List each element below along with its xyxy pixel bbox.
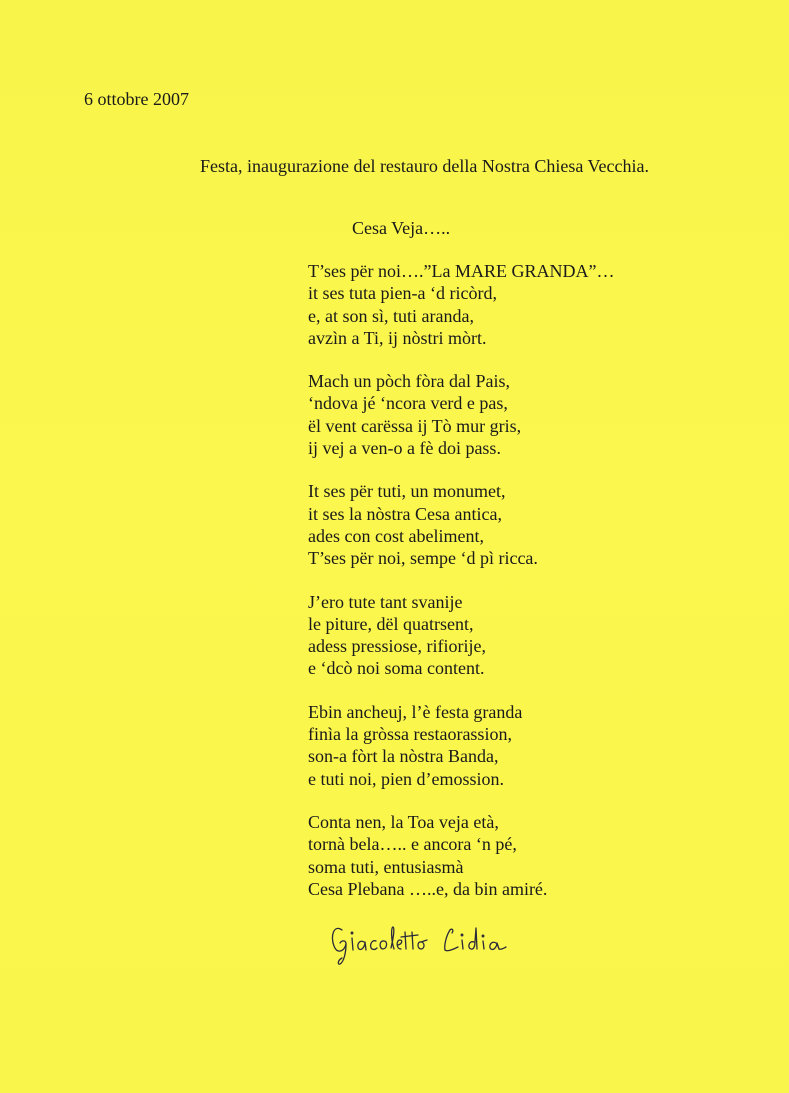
- poem-line: Ebin ancheuj, l’è festa granda: [308, 701, 523, 722]
- stanza-6: [308, 811, 614, 900]
- poem-line: J’ero tute tant svanije: [308, 591, 463, 612]
- poem-line: finìa la gròssa restaorassion,: [308, 724, 512, 745]
- poem-line: son-a fòrt la nòstra Banda,: [308, 746, 499, 767]
- poem-line: tornà bela….. e ancora ‘n pé,: [308, 834, 517, 855]
- poem-line: T’ses për noi….”La MARE GRANDA”…: [308, 261, 615, 281]
- poem-title: Cesa Veja…..: [352, 218, 451, 238]
- poem-line: le piture, dël quatrsent,: [308, 613, 474, 634]
- poem-line: e ‘dcò noi soma content.: [308, 658, 485, 679]
- poem-line: Conta nen, la Toa veja età,: [308, 811, 499, 832]
- poem-line: T’ses për noi, sempe ‘d pì ricca.: [308, 548, 538, 569]
- poem-line: soma tuti, entusiasmà: [308, 856, 464, 877]
- poem-line: ‘ndova jé ‘ncora verd e pas,: [308, 393, 508, 414]
- poem-line: e tuti noi, pien d’emossion.: [308, 768, 504, 789]
- stanza-3: [308, 480, 614, 569]
- poem-line: ades con cost abeliment,: [308, 525, 484, 546]
- stanza-4: [308, 591, 614, 680]
- poem-body: [308, 260, 614, 921]
- stanza-1: [308, 260, 614, 349]
- poem-line: Cesa Plebana …..e, da bin amiré.: [308, 878, 548, 899]
- document-date: 6 ottobre 2007: [84, 89, 189, 109]
- poem-line: ël vent carëssa ij Tò mur gris,: [308, 415, 522, 436]
- stanza-2: [308, 370, 614, 459]
- poem-line: avzìn a Ti, ij nòstri mòrt.: [308, 327, 487, 348]
- document-subtitle: Festa, inaugurazione del restauro della Nostra Chiesa Vecchia.: [200, 156, 650, 176]
- poem-line: it ses tuta pien-a ‘d ricòrd,: [308, 283, 497, 304]
- poem-line: ij vej a ven-o a fè doi pass.: [308, 438, 501, 459]
- poem-line: it ses la nòstra Cesa antica,: [308, 503, 502, 524]
- stanza-5: [308, 701, 614, 790]
- poem-line: Mach un pòch fòra dal Pais,: [308, 371, 510, 392]
- poem-line: It ses për tuti, un monumet,: [308, 481, 506, 502]
- signature-drawing: [328, 918, 528, 968]
- handwritten-signature: [328, 918, 528, 968]
- poem-line: e, at son sì, tuti aranda,: [308, 305, 474, 326]
- poem-line: adess pressiose, rifiorije,: [308, 636, 486, 657]
